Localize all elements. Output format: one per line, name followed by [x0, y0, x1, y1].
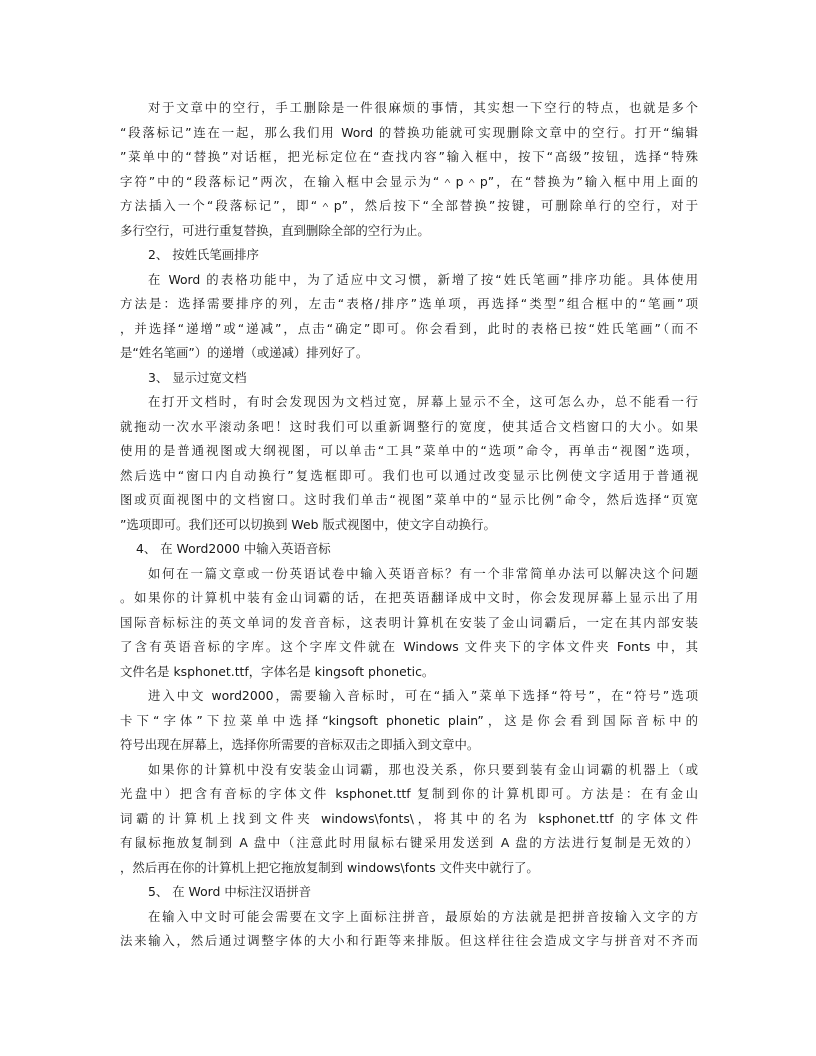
paragraph-first-line: 对于文章中的空行，手工删除是一件很麻烦的事情，其实想一下空行的特点，也就是多个 [148, 100, 698, 115]
paragraph-line: ，并选择“递增”或“递减”，点击“确定”即可。你会看到，此时的表格已按“姓氏笔画”（而不 [120, 320, 698, 336]
paragraph-line: 国际音标标注的英文单词的发音音标，这表明计算机在安装了金山词霸后，一定在其内部安装 [120, 614, 698, 630]
paragraph-first-line: 进入中文 word2000，需要输入音标时，可在“插入”菜单下选择“符号”，在“符号”选项 [148, 688, 698, 703]
paragraph-line: 然后选中“窗口内自动换行”复选框即可。我们也可以通过改变显示比例使文字适用于普通视 [120, 467, 698, 483]
section-heading: 4、 在 Word2000 中输入英语音标 [136, 541, 331, 556]
paragraph-first-line: 在 Word 的表格功能中，为了适应中文习惯，新增了按“姓氏笔画”排序功能。具体使用 [148, 271, 698, 287]
paragraph-first-line: 在输入中文时可能会需要在文字上面标注拼音，最原始的方法就是把拼音按输入文字的方 [148, 908, 698, 924]
paragraph-first-line: 在打开文档时，有时会发现因为文档过宽，屏幕上显示不全，这可怎么办，总不能看一行 [148, 394, 698, 409]
paragraph-first-line: 如何在一篇文章或一份英语试卷中输入英语音标？有一个非常简单办法可以解决这个问题 [148, 565, 698, 581]
paragraph-line: 图或页面视图中的文档窗口。这时我们单击“视图”菜单中的“显示比例”命令，然后选择“页宽 [120, 492, 698, 507]
paragraph-line: 就拖动一次水平滚动条吧！这时我们可以重新调整行的宽度，使其适合文档窗口的大小。如果 [120, 418, 698, 434]
paragraph-last-line: ，然后再在你的计算机上把它拖放复制到 windows\fonts 文件夹中就行了。 [120, 859, 539, 875]
paragraph-line: 光盘中）把含有音标的字体文件 ksphonet.ttf 复制到你的计算机即可。方法是：在有金山 [120, 786, 698, 801]
paragraph-last-line: 多行空行，可进行重复替换，直到删除全部的空行为止。 [120, 222, 430, 238]
paragraph-line: 。如果你的计算机中装有金山词霸的话，在把英语翻译成中文时，你会发现屏幕上显示出了用 [120, 590, 698, 605]
paragraph-line: 法来输入，然后通过调整字体的大小和行距等来排版。但这样往往会造成文字与拼音对不齐而 [120, 933, 698, 948]
paragraph-line: 方法是：选择需要排序的列，左击“表格/排序”选单项，再选择“类型”组合框中的“笔画”项 [120, 296, 698, 311]
paragraph-line: 词霸的计算机上找到文件夹 windows\fonts\，将其中的名为 ksphonet.ttf 的字体文件 [120, 810, 698, 826]
paragraph-line: 方法插入一个“段落标记”，即“＾p”，然后按下“全部替换”按键，可删除单行的空行，对于 [120, 198, 698, 213]
paragraph-last-line: ”选项即可。我们还可以切换到 Web 版式视图中，使文字自动换行。 [120, 516, 496, 532]
section-heading: 3、 显示过宽文档 [148, 369, 247, 385]
paragraph-line: 卡下“字体”下拉菜单中选择“kingsoft phonetic plain”，这是你会看到国际音标中的 [120, 712, 698, 728]
paragraph-last-line: 符号出现在屏幕上，选择你所需要的音标双击之即插入到文章中。 [120, 737, 480, 752]
section-heading: 5、 在 Word 中标注汉语拼音 [148, 884, 312, 899]
paragraph-last-line: 文件名是 ksphonet.ttf，字体名是 kingsoft phonetic。 [120, 663, 435, 679]
paragraph-line: 字符”中的“段落标记”两次，在输入框中会显示为“＾p＾p”，在“替换为”输入框中用上面的 [120, 173, 698, 189]
section-heading: 2、 按姓氏笔画排序 [148, 247, 259, 262]
paragraph-line: “段落标记”连在一起，那么我们用 Word 的替换功能就可实现删除文章中的空行。打开“编辑 [120, 124, 698, 140]
paragraph-line: 了含有英语音标的字库。这个字库文件就在 Windows 文件夹下的字体文件夹 Fonts 中，其 [120, 639, 698, 654]
paragraph-line: 有鼠标拖放复制到 A 盘中（注意此时用鼠标右键采用发送到 A 盘的方法进行复制是无效的） [120, 835, 698, 850]
paragraph-first-line: 如果你的计算机中没有安装金山词霸，那也没关系，你只要到装有金山词霸的机器上（或 [148, 761, 698, 777]
paragraph-last-line: 是“姓名笔画”）的递增（或递减）排列好了。 [120, 345, 369, 360]
document-body [120, 96, 698, 954]
paragraph-line: 使用的是普通视图或大纲视图，可以单击“工具”菜单中的“选项”命令，再单击“视图”选项， [120, 443, 698, 458]
paragraph-line: ”菜单中的“替换”对话框，把光标定位在“查找内容”输入框中，按下“高级”按钮，选择“特殊 [120, 149, 698, 164]
